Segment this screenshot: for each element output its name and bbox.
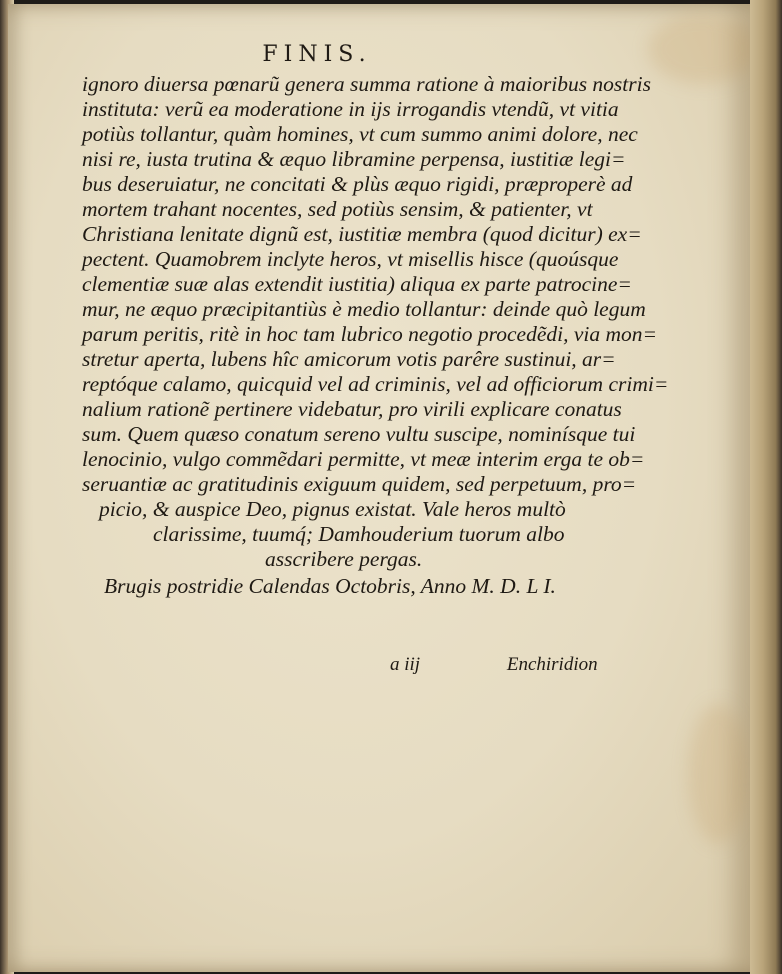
text-line: Christiana lenitate dignũ est, iustitiæ membra (quod dicitur) ex= bbox=[82, 222, 642, 246]
closing-line: asscribere pergas. bbox=[265, 547, 423, 571]
text-line: lenocinio, vulgo commẽdari permitte, vt meæ interim erga te ob= bbox=[82, 447, 645, 471]
text-line: sum. Quem quæso conatum sereno vultu suscipe, nominísque tui bbox=[82, 422, 636, 446]
text-line: clementiæ suæ alas extendit iustitia) aliqua ex parte patrocine= bbox=[82, 272, 632, 296]
text-line: potiùs tollantur, quàm homines, vt cum summo animi dolore, nec bbox=[82, 122, 638, 146]
text-line: mur, ne æquo præcipitantiùs è medio tollantur: deinde quò legum bbox=[82, 297, 646, 321]
text-line: nisi re, iusta trutina & æquo libramine perpensa, iustitiæ legi= bbox=[82, 147, 626, 171]
page-title: FINIS. bbox=[262, 42, 372, 67]
catchword: Enchiridion bbox=[506, 654, 598, 675]
page-edge bbox=[750, 0, 782, 974]
text-line: seruantiæ ac gratitudinis exiguum quidem, sed perpetuum, pro= bbox=[82, 472, 637, 496]
text-line: pectent. Quamobrem inclyte heros, vt misellis hisce (quoúsque bbox=[82, 247, 619, 271]
closing-line: picio, & auspice Deo, pignus existat. Vale heros multò bbox=[99, 497, 566, 521]
signature-mark: a iij bbox=[390, 654, 421, 675]
page-text bbox=[82, 42, 669, 599]
text-line: parum peritis, ritè in hoc tam lubrico negotio procedẽdi, via mon= bbox=[82, 322, 658, 346]
foxing-stain bbox=[648, 14, 758, 84]
text-line: nalium rationẽ pertinere videbatur, pro virili explicare conatus bbox=[82, 397, 622, 421]
book-page bbox=[8, 4, 752, 972]
text-line: ignoro diuersa pœnarũ genera summa ratione à maioribus nostris bbox=[82, 72, 651, 96]
text-line: stretur aperta, lubens hîc amicorum votis parêre sustinui, ar= bbox=[82, 347, 616, 371]
text-line: instituta: verũ ea moderatione in ijs irrogandis vtendũ, vt vitia bbox=[82, 97, 619, 121]
closing-line: clarissime, tuumq́; Damhouderium tuorum albo bbox=[153, 522, 565, 546]
dateline: Brugis postridie Calendas Octobris, Anno M. D. L I. bbox=[104, 574, 556, 598]
text-line: mortem trahant nocentes, sed potiùs sensim, & patienter, vt bbox=[82, 197, 593, 221]
text-line: reptóque calamo, quicquid vel ad criminis, vel ad officiorum crimi= bbox=[82, 372, 669, 396]
page-footer bbox=[390, 654, 598, 676]
text-line: bus deseruiatur, ne concitati & plùs æquo rigidi, præproperè ad bbox=[82, 172, 633, 196]
